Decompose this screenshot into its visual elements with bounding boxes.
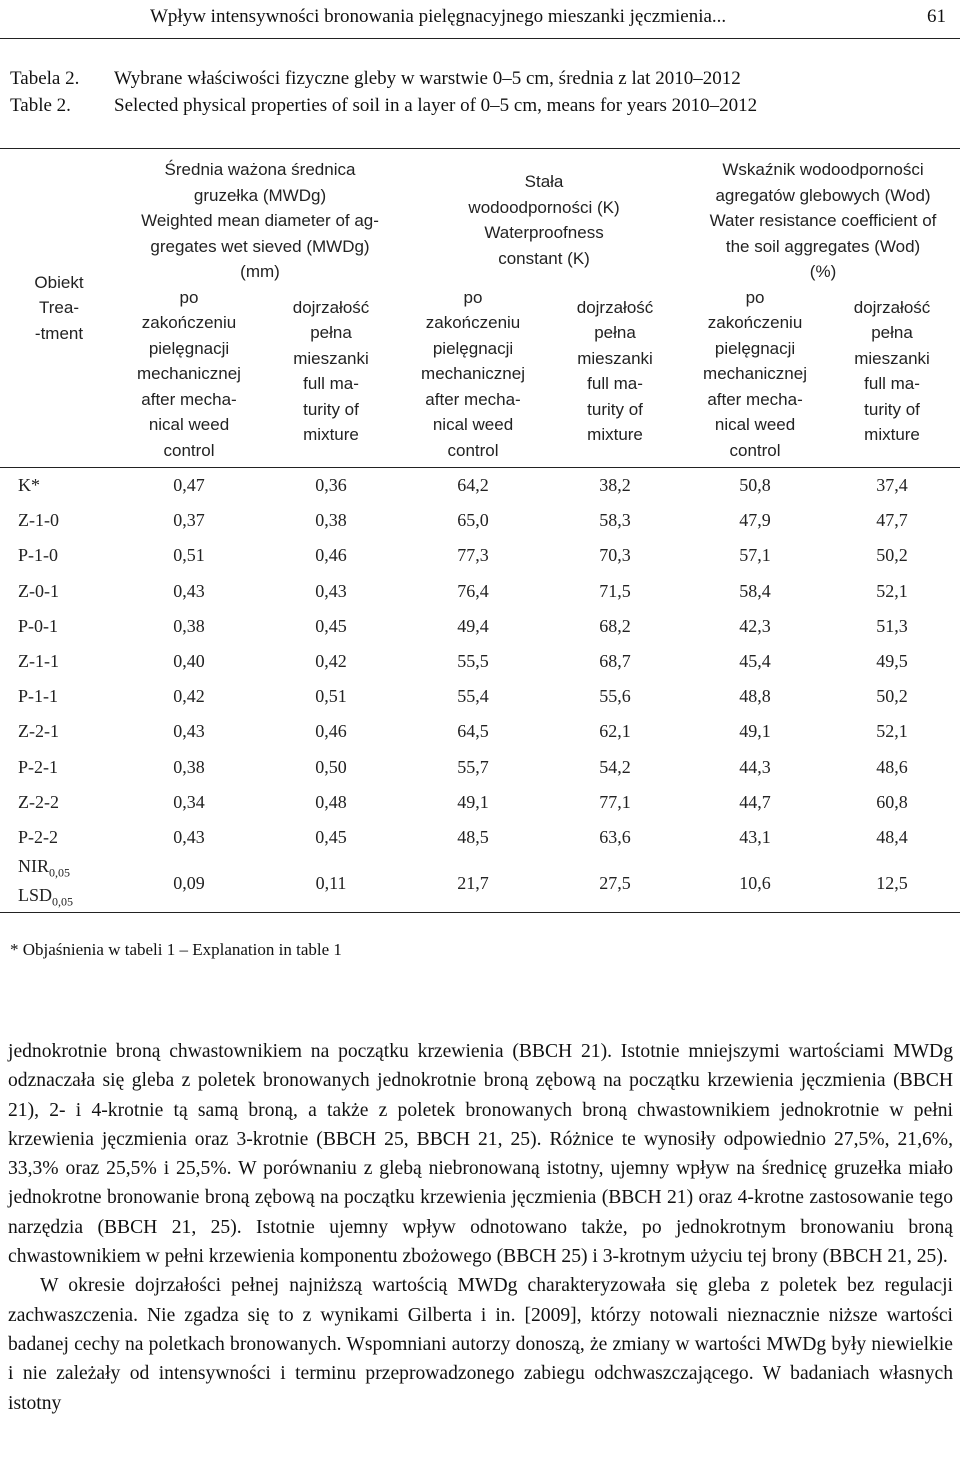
row-label: Z-1-0 [18, 510, 59, 531]
table-cell: 58,3 [599, 510, 631, 531]
table-cell: 51,3 [876, 615, 908, 636]
table-cell: 62,1 [599, 721, 631, 742]
table-cell: 0,43 [173, 826, 205, 847]
header-line: mieszanki [854, 348, 930, 368]
header-line: Stała [524, 172, 564, 191]
header-line: po [745, 287, 765, 307]
nir-value: 27,5 [544, 855, 686, 913]
table-row [0, 503, 960, 538]
table-row-nir [0, 855, 960, 913]
col-group-k [402, 149, 686, 285]
header-line: zakończeniu [141, 313, 237, 332]
table-cell: 58,4 [739, 580, 771, 601]
header-line: turity of [303, 399, 359, 419]
nir-label-pl: NIR [18, 856, 49, 877]
lsd-subscript: 0,05 [52, 894, 74, 909]
subheader-after-control [402, 285, 544, 468]
header-line: pełna [871, 323, 913, 342]
header-line: full ma- [303, 374, 359, 393]
row-label: Z-2-1 [18, 721, 59, 742]
table-cell: 47,9 [739, 510, 771, 531]
header-line: mieszanki [293, 348, 369, 368]
nir-value: 10,6 [686, 855, 824, 913]
table-cell: 37,4 [824, 468, 960, 504]
header-line: mechanicznej [421, 364, 525, 383]
table-cell: 57,1 [739, 545, 771, 566]
paragraph: jednokrotnie broną chwastownikiem na początku krzewienia (BBCH 21). Istotnie mniejszymi wartościami MWDg odznaczała się gleba z poletek bronowanych jednokrotnie broną zębową na początku krzewienia jęczmienia (BBCH 21), 2- i 4-krotnie tą samą broną, a także z poletek bronowanych broną chwastownikiem jednokrotnie w pełni krzewienia jęczmienia oraz 3-krotnie (BBCH 25, BBCH 21, 25). Różnice te wynosiły odpowiednio 27,5%, 21,6%, 33,3% oraz 25,5% i 25,5%. W porównaniu z glebą niebronowaną istotny, ujemny wpływ na średnicę gruzełka miało jednokrotne bronowanie broną zębową na początku krzewienia jęczmienia (BBCH 21) oraz 4-krotne zastosowanie tego narzędzia (BBCH 21, 25). Istotnie ujemny wpływ odnotowano także, po jednokrotnym bronowaniu broną chwastownikiem w pełni krzewienia komponentu zbożowego (BBCH 25) i 3-krotnym użyciu tej brony (BBCH 21, 25). [8, 1041, 953, 1268]
table-cell: 65,0 [457, 510, 489, 531]
subheader-full-maturity [824, 285, 960, 468]
caption-text-en: Selected physical properties of soil in a layer of 0–5 cm, means for years 2010–2012 [114, 95, 758, 116]
header-line: dojrzałość [853, 297, 931, 317]
nir-label-en: LSD [18, 884, 53, 905]
header-line: po [463, 287, 483, 307]
table-cell: 49,4 [457, 615, 489, 636]
row-label: K* [0, 468, 118, 504]
header-line: gruzełka (MWDg) [193, 185, 327, 205]
table-cell: 54,2 [599, 756, 631, 777]
header-line: pielęgnacji [148, 338, 230, 358]
header-line: mixture [587, 425, 643, 444]
table-cell: 52,1 [876, 580, 908, 601]
header-line: Wskaźnik wodoodporności [722, 160, 924, 179]
table-cell: 48,4 [876, 826, 908, 847]
table-cell: 64,5 [457, 721, 489, 742]
header-line: control [163, 440, 215, 460]
table-caption-pl [10, 68, 741, 90]
table-caption-en [10, 95, 757, 117]
row-label: Z-0-1 [18, 580, 59, 601]
table-cell: 77,3 [457, 545, 489, 566]
col-group-mwdg [118, 149, 402, 285]
header-line: Średnia ważona średnica [164, 160, 356, 179]
table-cell: 48,8 [739, 686, 771, 707]
row-label: P-1-0 [18, 545, 58, 566]
page-number: 61 [927, 6, 946, 27]
header-line: Trea- [39, 298, 79, 318]
table-cell: 0,40 [173, 651, 205, 672]
header-line: after mecha- [141, 389, 237, 409]
subheader-after-control [686, 285, 824, 468]
nir-value: 12,5 [824, 855, 960, 913]
table-cell: 0,51 [315, 686, 347, 707]
caption-label-pl: Tabela 2. [10, 68, 80, 89]
header-line: dojrzałość [292, 297, 370, 317]
row-label: P-2-2 [18, 826, 58, 847]
header-line: nical weed [148, 415, 230, 434]
header-line: mixture [303, 425, 359, 444]
table-cell: 0,47 [118, 468, 260, 504]
table-cell: 55,6 [599, 686, 631, 707]
header-line: Obiekt [34, 272, 84, 292]
table-cell: 55,4 [457, 686, 489, 707]
table-cell: 44,3 [739, 756, 771, 777]
body-text [8, 1037, 953, 1418]
table-cell: 55,5 [457, 651, 489, 672]
table-cell: 0,43 [315, 580, 347, 601]
table-cell: 0,45 [315, 826, 347, 847]
row-label-nir [0, 855, 118, 913]
table-cell: 0,42 [315, 651, 347, 672]
col-header-object [0, 149, 118, 468]
header-line: Water resistance coefficient of [709, 211, 937, 230]
table-cell: 77,1 [599, 791, 631, 812]
table-cell: 0,50 [315, 756, 347, 777]
header-line: agregatów glebowych (Wod) [715, 185, 931, 205]
nir-value: 0,11 [260, 855, 402, 913]
table-cell: 47,7 [876, 510, 908, 531]
header-line: turity of [864, 399, 920, 419]
row-label: P-1-1 [18, 686, 58, 707]
table-row [0, 820, 960, 855]
table-cell: 0,43 [173, 721, 205, 742]
caption-text-pl: Wybrane właściwości fizyczne gleby w warstwie 0–5 cm, średnia z lat 2010–2012 [114, 68, 741, 89]
header-line: (%) [809, 262, 837, 281]
header-line: po [179, 287, 199, 307]
table-cell: 0,46 [315, 545, 347, 566]
soil-properties-table [0, 148, 960, 913]
nir-subscript: 0,05 [49, 865, 70, 880]
table-cell: 48,6 [876, 756, 908, 777]
header-line: gregates wet sieved (MWDg) [150, 236, 370, 256]
table-cell: 52,1 [876, 721, 908, 742]
nir-value: 0,09 [118, 855, 260, 913]
running-title: Wpływ intensywności bronowania pielęgnacyjnego mieszanki jęczmienia... [150, 6, 727, 27]
table-row [0, 750, 960, 785]
table-cell: 45,4 [739, 651, 771, 672]
paragraph: W okresie dojrzałości pełnej najniższą wartością MWDg charakteryzowała się gleba z poletek bez regulacji zachwaszczenia. Nie zgadza się to z wynikami Gilberta i in. [2009], którzy notowali nieznacznie niższe wartości badanej cechy na poletkach bronowanych. Wspomniani autorzy donoszą, że zmiany w wartości MWDg były niewielkie i nie zależały od intensywności i terminu przeprowadzonego zabiegu odchwaszczającego. W badaniach własnych istotny [8, 1275, 953, 1414]
header-line: pełna [594, 323, 636, 342]
table-row [0, 714, 960, 749]
table-cell: 0,36 [260, 468, 402, 504]
lsd-label [18, 884, 118, 913]
header-line: Weighted mean diameter of ag- [141, 211, 379, 230]
table-cell: 43,1 [739, 826, 771, 847]
header-line: Waterproofness [484, 223, 604, 242]
table-cell: 0,38 [315, 510, 347, 531]
table-row [0, 609, 960, 644]
header-line: nical weed [714, 415, 796, 434]
table-cell: 68,2 [599, 615, 631, 636]
table-cell: 0,51 [173, 545, 205, 566]
header-line: nical weed [432, 415, 514, 434]
header-line: mechanicznej [137, 364, 241, 383]
header-line: turity of [587, 399, 643, 419]
table-cell: 42,3 [739, 615, 771, 636]
header-line: full ma- [864, 374, 920, 393]
header-line: constant (K) [498, 248, 590, 268]
header-line: zakończeniu [707, 313, 803, 332]
nir-label [18, 855, 118, 884]
table-row [0, 679, 960, 714]
table-cell: 0,37 [173, 510, 205, 531]
running-header [0, 0, 960, 39]
table-footnote: * Objaśnienia w tabeli 1 – Explanation in table 1 [10, 940, 342, 959]
table-cell: 60,8 [876, 791, 908, 812]
table-cell: 0,46 [315, 721, 347, 742]
header-line: -tment [34, 323, 84, 343]
table-cell: 55,7 [457, 756, 489, 777]
row-label: P-2-1 [18, 756, 58, 777]
table-row [0, 574, 960, 609]
table-cell: 0,42 [173, 686, 205, 707]
table-cell: 49,1 [739, 721, 771, 742]
header-line: pełna [310, 323, 352, 342]
table-cell: 50,8 [686, 468, 824, 504]
header-line: after mecha- [707, 389, 803, 409]
subheader-after-control [118, 285, 260, 468]
table-cell: 68,7 [599, 651, 631, 672]
header-line: mixture [864, 425, 920, 444]
header-line: full ma- [587, 374, 643, 393]
table-cell: 50,2 [876, 545, 908, 566]
table-cell: 0,38 [173, 615, 205, 636]
table-cell: 50,2 [876, 686, 908, 707]
table-cell: 38,2 [544, 468, 686, 504]
header-line: dojrzałość [576, 297, 654, 317]
row-label: Z-1-1 [18, 651, 59, 672]
col-group-wod [686, 149, 960, 285]
table-cell: 0,34 [173, 791, 205, 812]
header-line: (mm) [240, 262, 280, 281]
row-label: P-0-1 [18, 615, 58, 636]
nir-value: 21,7 [402, 855, 544, 913]
table-cell: 44,7 [739, 791, 771, 812]
table-row [0, 785, 960, 820]
header-line: pielęgnacji [714, 338, 796, 358]
header-line: after mecha- [425, 389, 521, 409]
header-line: pielęgnacji [432, 338, 514, 358]
caption-label-en: Table 2. [10, 95, 71, 116]
subheader-full-maturity [260, 285, 402, 468]
table-cell: 71,5 [599, 580, 631, 601]
header-line: control [729, 440, 781, 460]
table-cell: 76,4 [457, 580, 489, 601]
header-line: zakończeniu [425, 313, 521, 332]
row-label: Z-2-2 [18, 791, 59, 812]
header-line: mechanicznej [703, 364, 807, 383]
table-row [0, 644, 960, 679]
header-line: mieszanki [577, 348, 653, 368]
header-line: control [447, 440, 499, 460]
table-cell: 64,2 [402, 468, 544, 504]
table-cell: 0,45 [315, 615, 347, 636]
table-row [0, 468, 960, 504]
table-cell: 0,43 [173, 580, 205, 601]
table-row [0, 538, 960, 573]
table-cell: 0,38 [173, 756, 205, 777]
table-cell: 63,6 [599, 826, 631, 847]
table-body [0, 468, 960, 913]
table-cell: 0,48 [315, 791, 347, 812]
table-cell: 48,5 [457, 826, 489, 847]
table-cell: 70,3 [599, 545, 631, 566]
table-cell: 49,1 [457, 791, 489, 812]
subheader-full-maturity [544, 285, 686, 468]
table-cell: 49,5 [876, 651, 908, 672]
header-line: wodoodporności (K) [468, 197, 620, 217]
header-line: the soil aggregates (Wod) [725, 236, 921, 256]
